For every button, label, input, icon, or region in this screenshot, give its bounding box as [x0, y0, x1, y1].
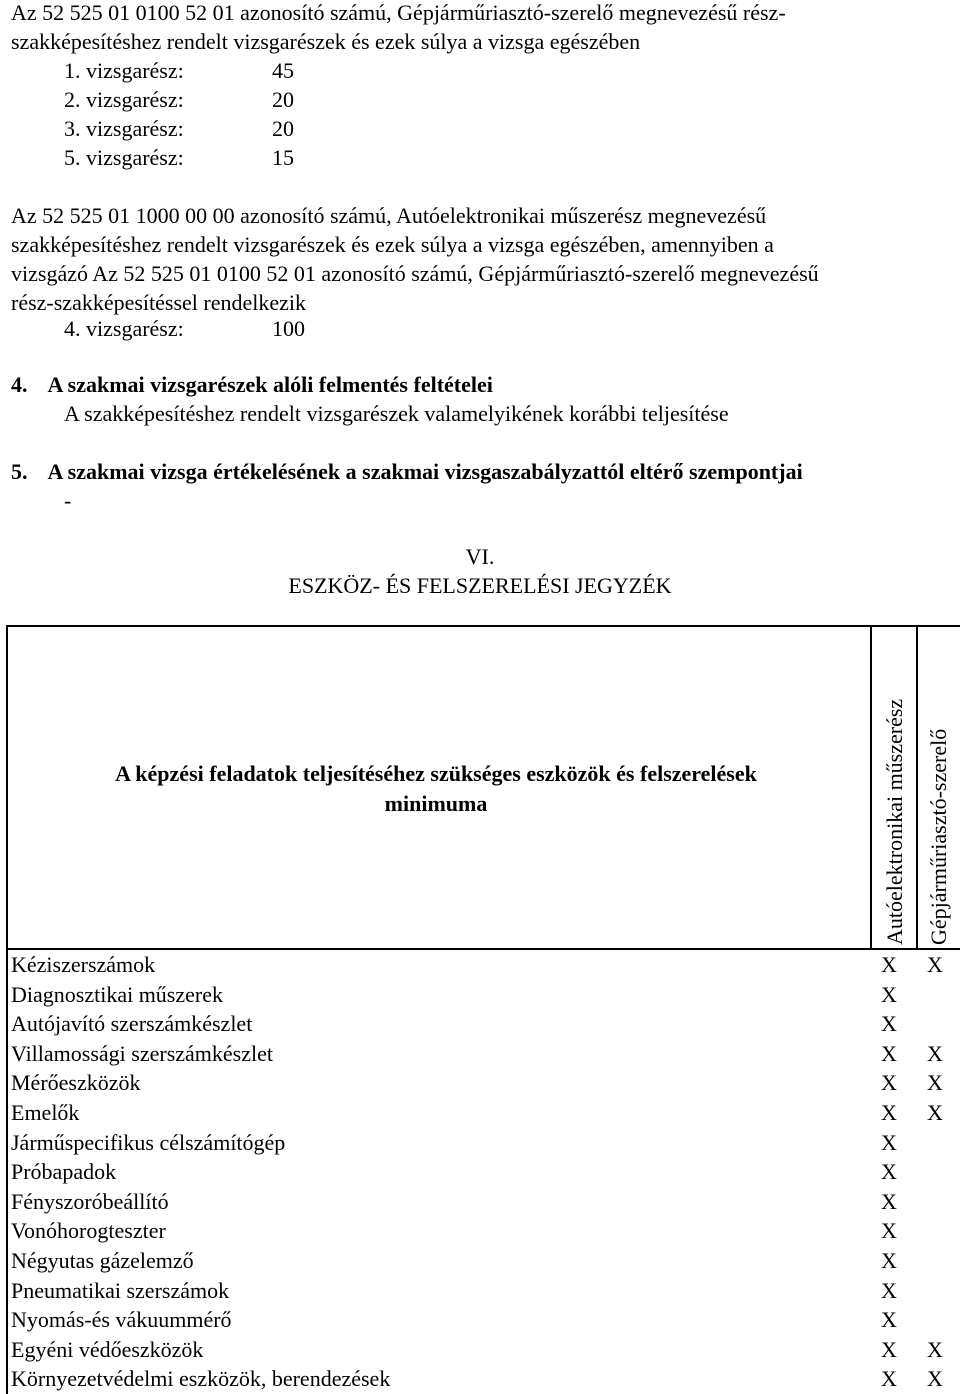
- table-row: [6, 1128, 958, 1158]
- table-row: [6, 1364, 958, 1394]
- autoelektronikai-mark: X: [881, 1218, 897, 1244]
- intro-line-1: Az 52 525 01 0100 52 01 azonosító számú, Gépjárműriasztó-szerelő megnevezésű rész-: [11, 0, 786, 25]
- table-row: [6, 1068, 958, 1098]
- riaszto-mark: X: [927, 1100, 943, 1125]
- column-divider: [916, 625, 918, 948]
- second-line-3: vizsgázó Az 52 525 01 0100 52 01 azonosító számú, Gépjárműriasztó-szerelő megnevezésű: [11, 261, 819, 286]
- section-5-heading: [11, 457, 951, 486]
- exam-part-row: [64, 85, 294, 114]
- intro-text: [11, 0, 786, 56]
- second-line-4: rész-szakképesítéssel rendelkezik: [11, 290, 307, 315]
- column-divider: [870, 625, 872, 948]
- autoelektronikai-mark: X: [881, 1307, 897, 1333]
- autoelektronikai-mark: X: [881, 1188, 897, 1214]
- section-number: 4.: [11, 372, 28, 397]
- equipment-table: [6, 625, 960, 1394]
- autoelektronikai-mark: X: [881, 1277, 897, 1303]
- autoelektronikai-mark: X: [881, 1159, 897, 1185]
- exam-part-name: 2. vizsgarész:: [64, 87, 184, 112]
- exam-part-name: 4. vizsgarész:: [64, 316, 184, 341]
- second-line-2: szakképesítéshez rendelt vizsgarészek és ezek súlya a vizsga egészében, amennyiben a: [11, 232, 774, 257]
- equipment-name: Diagnosztikai műszerek: [11, 981, 223, 1007]
- column-header-riaszto: Gépjárműriasztó-szerelő: [926, 728, 951, 945]
- equipment-name: Környezetvédelmi eszközök, berendezések: [11, 1366, 391, 1392]
- exam-part-row: [64, 143, 294, 172]
- section-title: A szakmai vizsgarészek alóli felmentés feltételei: [47, 372, 493, 397]
- autoelektronikai-mark: X: [881, 1366, 897, 1392]
- equipment-name: Pneumatikai szerszámok: [11, 1277, 230, 1303]
- table-row: [6, 1216, 958, 1246]
- equipment-name: Négyutas gázelemző: [11, 1248, 194, 1273]
- exam-part-weight: 45: [272, 58, 294, 83]
- autoelektronikai-mark: X: [881, 1336, 897, 1362]
- table-header-line-2: minimuma: [384, 791, 488, 816]
- riaszto-mark: X: [927, 952, 943, 977]
- column-header-autoelektronikai: Autóelektronikai műszerész: [882, 698, 907, 945]
- intro-line-2: szakképesítéshez rendelt vizsgarészek és ezek súlya a vizsga egészében: [11, 29, 641, 54]
- table-row: [6, 1187, 958, 1217]
- autoelektronikai-mark: X: [881, 1129, 897, 1155]
- equipment-name: Vonóhorogteszter: [11, 1218, 166, 1244]
- table-row: [6, 1039, 958, 1069]
- exam-part-row: [64, 314, 305, 343]
- section-4-text: A szakképesítéshez rendelt vizsgarészek valamelyikének korábbi teljesítése: [64, 401, 729, 426]
- riaszto-mark: X: [927, 1336, 943, 1362]
- riaszto-mark: X: [927, 1366, 943, 1392]
- exam-part-row: [64, 56, 294, 85]
- exam-part-name: 1. vizsgarész:: [64, 58, 184, 83]
- second-line-1: Az 52 525 01 1000 00 00 azonosító számú, Autóelektronikai műszerész megnevezésű: [11, 203, 767, 228]
- exam-part-weight: 100: [272, 316, 305, 341]
- chapter-number: VI.: [465, 544, 495, 569]
- table-header-line-1: A képzési feladatok teljesítéséhez szükséges eszközök és felszerelések: [115, 761, 757, 786]
- autoelektronikai-mark: X: [881, 1248, 897, 1273]
- table-row: [6, 1276, 958, 1306]
- autoelektronikai-mark: X: [881, 981, 897, 1007]
- table-row: [6, 1305, 958, 1335]
- riaszto-mark: X: [927, 1040, 943, 1066]
- autoelektronikai-mark: X: [881, 1040, 897, 1066]
- exam-part-weight: 20: [272, 116, 294, 141]
- section-4-heading: [11, 370, 951, 399]
- table-row: [6, 1157, 958, 1187]
- section-title: A szakmai vizsga értékelésének a szakmai vizsgaszabályzattól eltérő szempontjai: [47, 459, 803, 484]
- autoelektronikai-mark: X: [881, 1100, 897, 1125]
- section-number: 5.: [11, 459, 28, 484]
- equipment-name: Mérőeszközök: [11, 1070, 141, 1096]
- autoelektronikai-mark: X: [881, 1011, 897, 1037]
- equipment-name: Fényszoróbeállító: [11, 1188, 169, 1214]
- equipment-name: Emelők: [11, 1100, 80, 1125]
- autoelektronikai-mark: X: [881, 952, 897, 977]
- table-row: [6, 1335, 958, 1365]
- exam-part-weight: 20: [272, 87, 294, 112]
- equipment-name: Nyomás-és vákuummérő: [11, 1307, 232, 1333]
- equipment-name: Próbapadok: [11, 1159, 117, 1185]
- autoelektronikai-mark: X: [881, 1070, 897, 1096]
- exam-part-name: 3. vizsgarész:: [64, 116, 184, 141]
- table-row: [6, 1246, 958, 1276]
- second-text: [11, 201, 819, 317]
- table-row: [6, 950, 958, 980]
- equipment-name: Autójavító szerszámkészlet: [11, 1011, 253, 1037]
- riaszto-mark: X: [927, 1070, 943, 1096]
- chapter-title: ESZKÖZ- ÉS FELSZERELÉSI JEGYZÉK: [288, 573, 672, 598]
- table-row: [6, 1009, 958, 1039]
- equipment-name: Járműspecifikus célszámítógép: [11, 1129, 286, 1155]
- table-row: [6, 1098, 958, 1128]
- section-5-text: -: [64, 488, 72, 513]
- equipment-name: Villamossági szerszámkészlet: [11, 1040, 273, 1066]
- exam-part-row: [64, 114, 294, 143]
- equipment-name: Egyéni védőeszközök: [11, 1336, 204, 1362]
- exam-part-name: 5. vizsgarész:: [64, 145, 184, 170]
- table-row: [6, 980, 958, 1010]
- equipment-name: Kéziszerszámok: [11, 952, 156, 977]
- exam-part-weight: 15: [272, 145, 294, 170]
- table-header-title: [16, 759, 856, 819]
